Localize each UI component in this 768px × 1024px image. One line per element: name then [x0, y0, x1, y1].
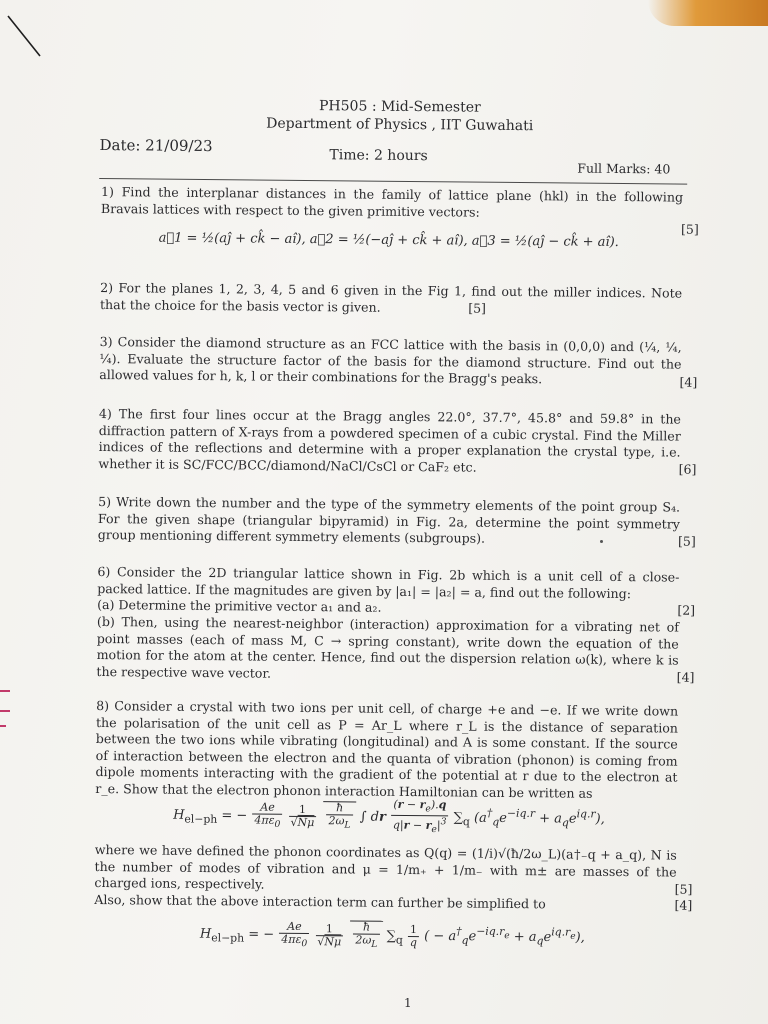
question-4	[98, 406, 681, 478]
question-4-text: 4) The first four lines occur at the Bragg angles 22.0°, 37.7°, 45.8° and 59.8° in the diffraction pattern of X-rays from a powdered specimen of a cubic crystal. Find the Miller indices of the reflections and determine with a proper explanation the crystal type, i.e. whether it is SC/FCC/BCC/diamond/NaCl/CsCl or CaF₂ etc.	[98, 406, 681, 475]
pen-stroke-mark	[6, 14, 46, 64]
hamiltonian-equation-1: $H_{el-ph}$ = − $\frac{Ae}{4\pi\varepsilon_0}$ $\frac{1}{√N\mu}$ $\frac{ħ}{2\omega_L}$ ∫ dr $\frac{(r - r_e).q}{q|r - r_e|^3}$ $\sum_q$ $(a^\dagger_qe^{-iq.r} + a_qe^{iq.r})$,	[173, 797, 605, 836]
question-8-definitions-text: where we have defined the phonon coordinates as Q(q) = (1/i)√(ħ/2ω_L)(a†₋q + a_q), N is the number of modes of vibration and μ = 1/m₊ + 1/m₋ with m± are masses of the charged ions, respectively.	[94, 841, 677, 892]
header-rule	[99, 178, 687, 185]
page-number: 1	[404, 996, 412, 1010]
question-8-also-text: Also, show that the above interaction term can further be simplified to	[94, 891, 546, 912]
course-title: PH505 : Mid-Semester	[318, 98, 481, 116]
question-6a-text: (a) Determine the primitive vector a₁ and a₂.	[97, 596, 382, 615]
question-1-equation	[159, 231, 619, 250]
question-1	[101, 184, 683, 223]
question-6b-text: (b) Then, using the nearest-neighbor (interaction) approximation for a vibrating net of point masses (each of mass M, C → spring constant), write down the equation of the motion for the atom at the center. Hence, find out the dispersion relation ω(k), where k is the respective wave vector.	[96, 613, 680, 681]
question-6a-marks: [2]	[677, 602, 696, 618]
exam-date: Date: 21/09/23	[99, 135, 213, 156]
question-5-marks: [5]	[677, 533, 696, 549]
question-6b-marks: [4]	[676, 669, 695, 685]
question-6b	[96, 614, 679, 686]
question-8	[95, 698, 678, 803]
question-4-marks: [6]	[678, 461, 697, 477]
question-1-marks: [5]	[680, 221, 699, 237]
left-margin-marks	[0, 560, 14, 760]
question-3-text: 3) Consider the diamond structure as an FCC lattice with the basis in (0,0,0) and (¼, ¼, ¼). Evaluate the structure factor of the basis for the diamond structure. Find out the allowed values for h, k, l or their combinations for the Bragg's peaks.	[99, 334, 682, 387]
question-8-definitions	[94, 842, 676, 897]
question-1-text: 1) Find the interplanar distances in the family of lattice plane (hkl) in the following Bravais lattices with respect to the given primitive vectors:	[100, 184, 684, 220]
exam-document	[94, 96, 700, 950]
department-name: Department of Physics , IIT Guwahati	[266, 115, 534, 135]
question-5-text: 5) Write down the number and the type of the symmetry elements of the point group S₄. For the given shape (triangular bipyramid) in Fig. 2a, determine the point symmetry group mentioning different symmetry elements (subgroups).	[97, 494, 681, 546]
full-marks: Full Marks: 40	[577, 160, 671, 177]
hamiltonian-equation-2: $H_{el-ph}$ = − $\frac{Ae}{4\pi\varepsilon_0}$ $\frac{1}{√N\mu}$ $\frac{ħ}{2\omega_L}$ $\sum_q$ $\frac{1}{q}$ ( − $a^\dagger_qe^{-iq.r_e} + a_qe^{iq.r_e}$),	[199, 919, 585, 950]
question-2	[100, 280, 682, 319]
question-3	[99, 334, 681, 389]
question-1-equation-text: a⃗1 = ½(aĵ + ck̂ − aî), a⃗2 = ½(−aĵ + ck̂ + aî), a⃗3 = ½(aĵ − ck̂ + aî).	[158, 230, 619, 250]
question-3-marks: [4]	[679, 374, 698, 390]
paper-stain	[648, 0, 768, 26]
question-8-text: 8) Consider a crystal with two ions per unit cell, of charge +e and −e. If we write down the polarisation of the unit cell as P = Ar_L where r_L is the distance of separation between the two ions while vibrating (longitudinal) and A is some constant. If the source of interaction between the electron and the quanta of vibration (phonon) is coming from dipole moments interacting with the gradient of the potential at r due to the electron at r_e. Show that the electron phonon interaction Hamiltonian can be written as	[95, 697, 679, 801]
question-6-text: 6) Consider the 2D triangular lattice shown in Fig. 2b which is a unit cell of a close-packed lattice. If the magnitudes are given by |a₁| = |a₂| = a, find out the following:	[97, 563, 680, 601]
question-5	[98, 494, 680, 549]
ink-dot	[600, 540, 603, 543]
question-8-marks-b: [4]	[674, 897, 693, 913]
question-2-marks: [5]	[468, 300, 487, 316]
question-6	[97, 564, 679, 603]
question-2-text: 2) For the planes 1, 2, 3, 4, 5 and 6 given in the Fig 1, find out the miller indices. Note that the choice for the basis vector is given.	[99, 280, 683, 315]
exam-time: Time: 2 hours	[329, 147, 428, 165]
question-8-marks-a: [5]	[674, 881, 693, 897]
